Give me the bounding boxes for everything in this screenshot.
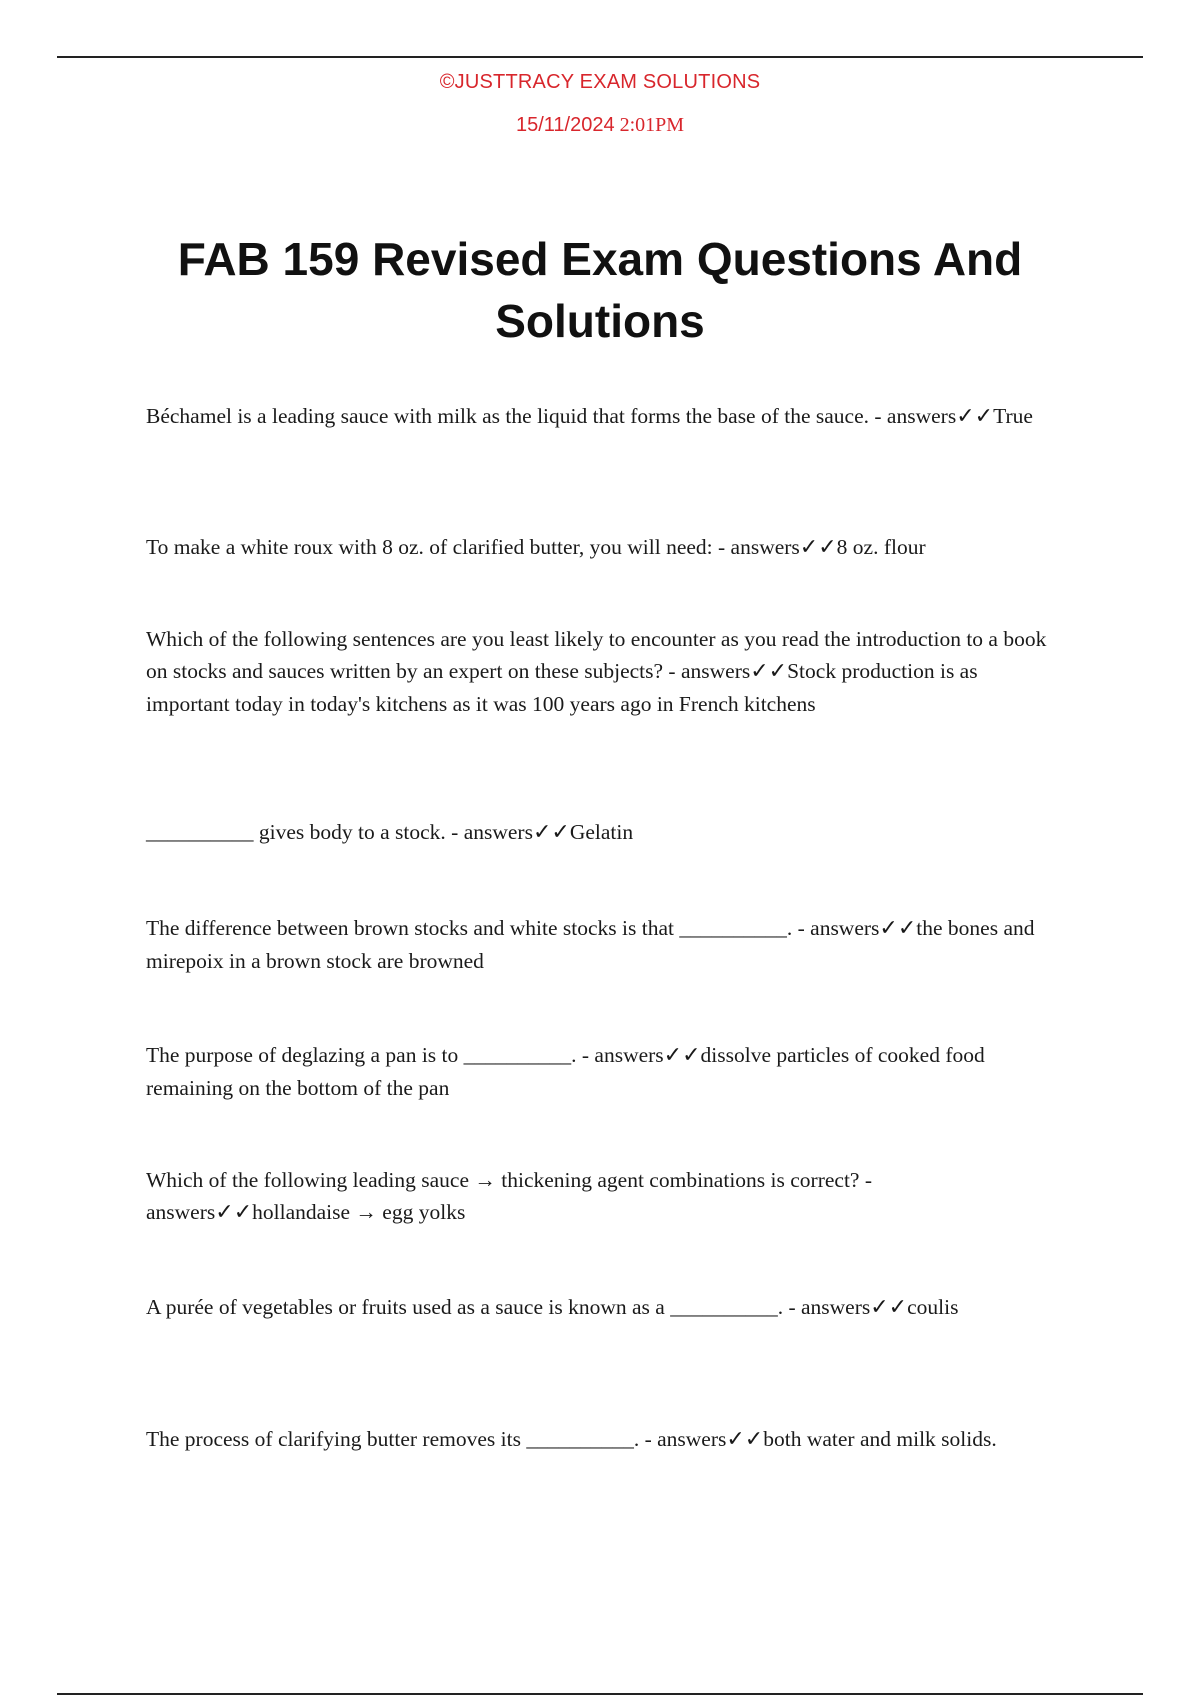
- question-text: The purpose of deglazing a pan is to __________. - answers: [146, 1043, 664, 1067]
- answer-check-icon: ✓✓: [956, 404, 994, 429]
- bottom-rule: [57, 1693, 1143, 1695]
- answer-text: hollandaise → egg yolks: [252, 1200, 466, 1224]
- watermark-brand: ©JUSTTRACY EXAM SOLUTIONS: [439, 71, 761, 93]
- timestamp-date: 15/11/2024: [515, 114, 615, 136]
- page-header: [0, 70, 1200, 137]
- qa-item-6: [146, 1039, 1066, 1104]
- answer-check-icon: ✓✓: [799, 535, 837, 560]
- qa-item-1: [146, 400, 1066, 433]
- qa-item-5: [146, 912, 1066, 977]
- answer-check-icon: ✓✓: [879, 916, 917, 941]
- timestamp: [0, 113, 1200, 137]
- answer-check-icon: ✓✓: [870, 1295, 908, 1320]
- qa-item-7: [146, 1164, 1066, 1229]
- answer-text: both water and milk solids.: [763, 1427, 997, 1451]
- answer-text: dissolve particles of cooked food remaining on the bottom of the pan: [146, 1043, 985, 1100]
- qa-item-4: [146, 816, 1066, 849]
- document-title: FAB 159 Revised Exam Questions And Solutions: [177, 233, 1023, 347]
- question-text: Béchamel is a leading sauce with milk as the liquid that forms the base of the sauce. - answers: [146, 404, 957, 428]
- answer-check-icon: ✓✓: [532, 820, 570, 845]
- answer-check-icon: ✓✓: [215, 1200, 253, 1225]
- qa-item-2: [146, 531, 1066, 564]
- qa-item-3: [146, 623, 1066, 720]
- qa-item-9: [146, 1423, 1066, 1456]
- answer-text: the bones and mirepoix in a brown stock are browned: [146, 916, 1035, 973]
- question-text: The difference between brown stocks and white stocks is that __________. - answers: [146, 916, 880, 940]
- answer-check-icon: ✓✓: [726, 1427, 764, 1452]
- answer-text: Gelatin: [569, 820, 634, 844]
- question-text: Which of the following leading sauce → thickening agent combinations is correct? - answers: [146, 1168, 872, 1224]
- timestamp-time: 2:01PM: [619, 114, 685, 136]
- answer-text: 8 oz. flour: [836, 535, 926, 559]
- question-text: To make a white roux with 8 oz. of clarified butter, you will need: - answers: [146, 535, 800, 559]
- answer-text: coulis: [907, 1295, 959, 1319]
- top-rule: [57, 56, 1143, 58]
- answer-text: Stock production is as important today in today's kitchens as it was 100 years ago in French kitchens: [146, 659, 978, 716]
- answer-check-icon: ✓✓: [663, 1043, 701, 1068]
- question-text: Which of the following sentences are you least likely to encounter as you read the introduction to a book on stocks and sauces written by an expert on these subjects? - answers: [146, 627, 1047, 683]
- answer-text: True: [993, 404, 1033, 428]
- question-text: A purée of vegetables or fruits used as a sauce is known as a __________. - answers: [146, 1295, 871, 1319]
- qa-item-8: [146, 1291, 1066, 1324]
- question-text: __________ gives body to a stock. - answers: [146, 820, 533, 844]
- question-text: The process of clarifying butter removes its __________. - answers: [146, 1427, 727, 1451]
- answer-check-icon: ✓✓: [750, 659, 788, 684]
